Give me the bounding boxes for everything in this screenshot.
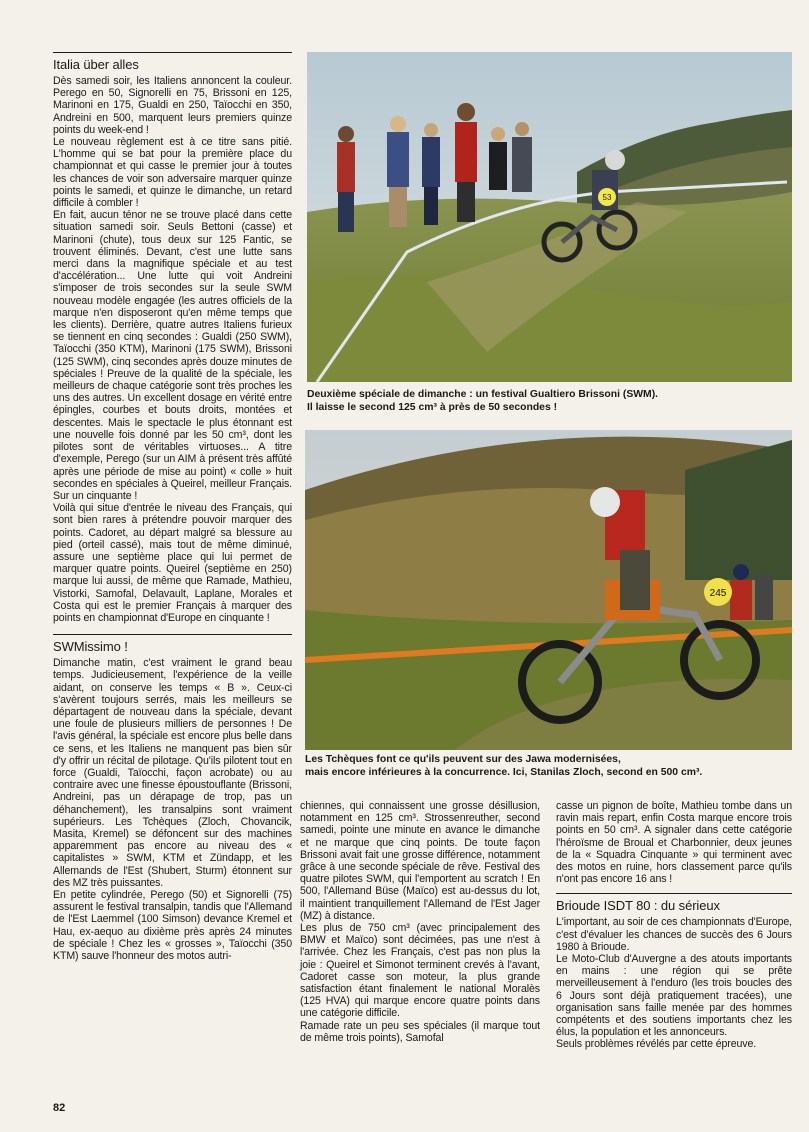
paragraph: En fait, aucun ténor ne se trouve placé dans cette situation samedi soir. Seuls Bettoni (casse) et Marinoni (chute), tous deux sur 125 Fantic, se trouvent éliminés. Devant, c'est une lutte sans merci dans la magnifique spéciale et au test d'accélération... Une lutte qui voit Andreini s'imposer de trois secondes sur la seule SWM nouveau modèle engagée (les autres officiels de la marque n'en disposeront qu'en même temps que les clients). Derrière, quatre autres Italiens furieux se tiennent en cinq secondes : Gualdi (250 SWM), Taïocchi (350 KTM), Marinoni (175 SWM), Brissoni (125 SWM), cinq secondes après douze minutes de spéciales ! Preuve de la qualité de la spéciale, les meilleurs de chaque catégorie sont très proches les uns des autres. Un excellent dosage en vérité entre épingles, courbes et bouts droits, montées et descentes. Mais le spectacle le plus étonnant est une nouvelle fois donné par les 50 cm³, dont les pilotes sont de véritables virtuoses... A titre d'exemple, Perego (sur un AIM à présent très affûté après une période de mise au point) « colle » huit secondes en spéciales à Queirel, meilleur Français. Sur un cinquante ! (53, 209, 292, 502)
caption-line: mais encore inférieures à la concurrence. Ici, Stanilas Zloch, second en 500 cm³. (305, 766, 703, 778)
paragraph: Voilà qui situe d'entrée le niveau des Français, qui sont bien rares à prétendre pouvoir marquer des points. Cadoret, au départ malgré sa blessure au pied (orteil cassé), mais tout de même diminué, assure une septième place qui lui permet de marquer quatre points. Queirel (septième en 250) marque lui aussi, de même que Ramade, Mathieu, Vistorki, Samofal, Delavault, Laplane, Morales et Costa qui est le premier Français à marquer des points en championnat d'Europe en cinquante ! (53, 502, 292, 624)
photo-zloch-jawa (305, 430, 792, 750)
paragraph: Le nouveau règlement est à ce titre sans pitié. L'homme qui se bat pour la première place du championnat et qui casse le premier jour à toutes les chances de voir son adversaire marquer quinze points le samedi, et quinze le dimanche, un retard difficile à combler ! (53, 136, 292, 210)
page-number: 82 (53, 1102, 66, 1114)
paragraph: Seuls problèmes révélés par cette épreuve. (556, 1038, 757, 1051)
caption-photo1 (307, 389, 797, 414)
paragraph: chiennes, qui connaissent une grosse désillusion, notamment en 125 cm³. Strossenreuther, second samedi, pointe une minute en avance le dimanche et ne marque que cinq points. De toute façon Brissoni avait fait une grosse différence, notamment grâce à une seconde spéciale de rêve. Festival des quatre pilotes SWM, qui l'emportent au scratch ! En 500, l'Allemand Büse (Maïco) est au-dessus du lot, il maintient tranquillement l'Allemand de l'Est Jager (MZ) à distance. (300, 800, 540, 922)
paragraph: Ramade rate un peu ses spéciales (il marque tout de même trois points), Samofal (300, 1019, 540, 1044)
middle-column (300, 800, 540, 1044)
paragraph: casse un pignon de boîte, Mathieu tombe dans un ravin mais repart, enfin Costa marque encore trois points en 50 cm³. A signaler dans cette catégorie l'héroïsme de Broual et Charbonnier, deux jeunes de la « Squadra Cinquante » qui terminent avec des motos en ruine, hors classement parce qu'ils n'ont pas encore 16 ans ! (556, 800, 792, 886)
section-heading-swmissimo: SWMissimo ! (53, 634, 292, 654)
caption-line: Deuxième spéciale de dimanche : un festival Gualtiero Brissoni (SWM). (307, 389, 659, 400)
paragraph: Le Moto-Club d'Auvergne a des atouts importants en mains : une région qui se prête merveilleusement à l'enduro (les trois boucles des 6 Jours sont déjà pratiquement tracées), une organisation sans faille menée par des hommes compétents et des soutiens importants chez les élus, la population et les annonceurs. (556, 953, 792, 1039)
photo2-plate-number: 245 (709, 588, 727, 599)
paragraph: Dimanche matin, c'est vraiment le grand beau temps. Judicieusement, l'expérience de la veille aidant, on conserve les temps « B ». Ceux-ci s'avèrent toujours serrés, mais les meilleurs se départagent de nouveau dans la spéciale, devant une foule de plusieurs milliers de personnes ! De l'avis général, la spéciale est encore plus belle dans ce sens, et les Italiens ne manquent pas bien sûr d'y offrir un récital de pilotage. Qu'ils pilotent tout en force (Gualdi, Taïocchi, façon acrobate) ou au contraire avec une finesse époustouflante (Brissoni, Andreini, pas un dérapage de trop, pas un déhanchement), les transalpins sont vraiment supérieurs. Les Tchèques (Zloch, Chovancik, Masita, Kremel) se défoncent sur des machines apparemment pas encore au niveau des « capitalistes » SWM, KTM et Zündapp, et les Allemands de l'Est (Shubert, Sturm) étonnent sur des MZ très puissantes. (53, 657, 292, 889)
paragraph: En petite cylindrée, Perego (50) et Signorelli (75) assurent le festival transalpin, tandis que l'Allemand de l'Est Laemmel (100 Simson) devance Kremel et Hau, ex-aequo au dixième près après 24 minutes de spéciale ! Chez les « grosses », Taïocchi (350 KTM) sauve l'honneur des motos autri- (53, 889, 292, 963)
paragraph: Dès samedi soir, les Italiens annoncent la couleur. Perego en 50, Signorelli en 75, Brissoni en 125, Marinoni en 175, Gualdi en 250, Taïocchi en 350, Andreini en 500, marquent leurs premiers quinze points du week-end ! (53, 75, 292, 136)
caption-photo2 (305, 754, 795, 779)
caption-line: Il laisse le second 125 cm³ à près de 50 secondes ! (307, 401, 558, 413)
photo1-plate-number: 53 (602, 193, 612, 202)
right-column (556, 800, 792, 1051)
section-heading-italia: Italia über alles (53, 52, 292, 72)
paragraph: L'important, au soir de ces championnats d'Europe, c'est d'évaluer les chances de succès des 6 Jours 1980 à Brioude. (556, 916, 792, 953)
left-column (53, 52, 292, 962)
paragraph: Les plus de 750 cm³ (avec principalement des BMW et Maïco) sont décimées, pas une n'est à l'arrivée. Chez les Français, c'est pas non plus la joie : Queirel et Simonot terminent crevés à l'avant, Cadoret casse son moteur, la plus grande satisfaction étant finalement le national Moralès (125 HVA) qui marque encore quatre points dans une catégorie difficile. (300, 922, 540, 1020)
caption-line: Les Tchèques font ce qu'ils peuvent sur des Jawa modernisées, (305, 754, 621, 765)
photo-brissoni-special (307, 52, 792, 382)
section-heading-brioude: Brioude ISDT 80 : du sérieux (556, 893, 792, 913)
